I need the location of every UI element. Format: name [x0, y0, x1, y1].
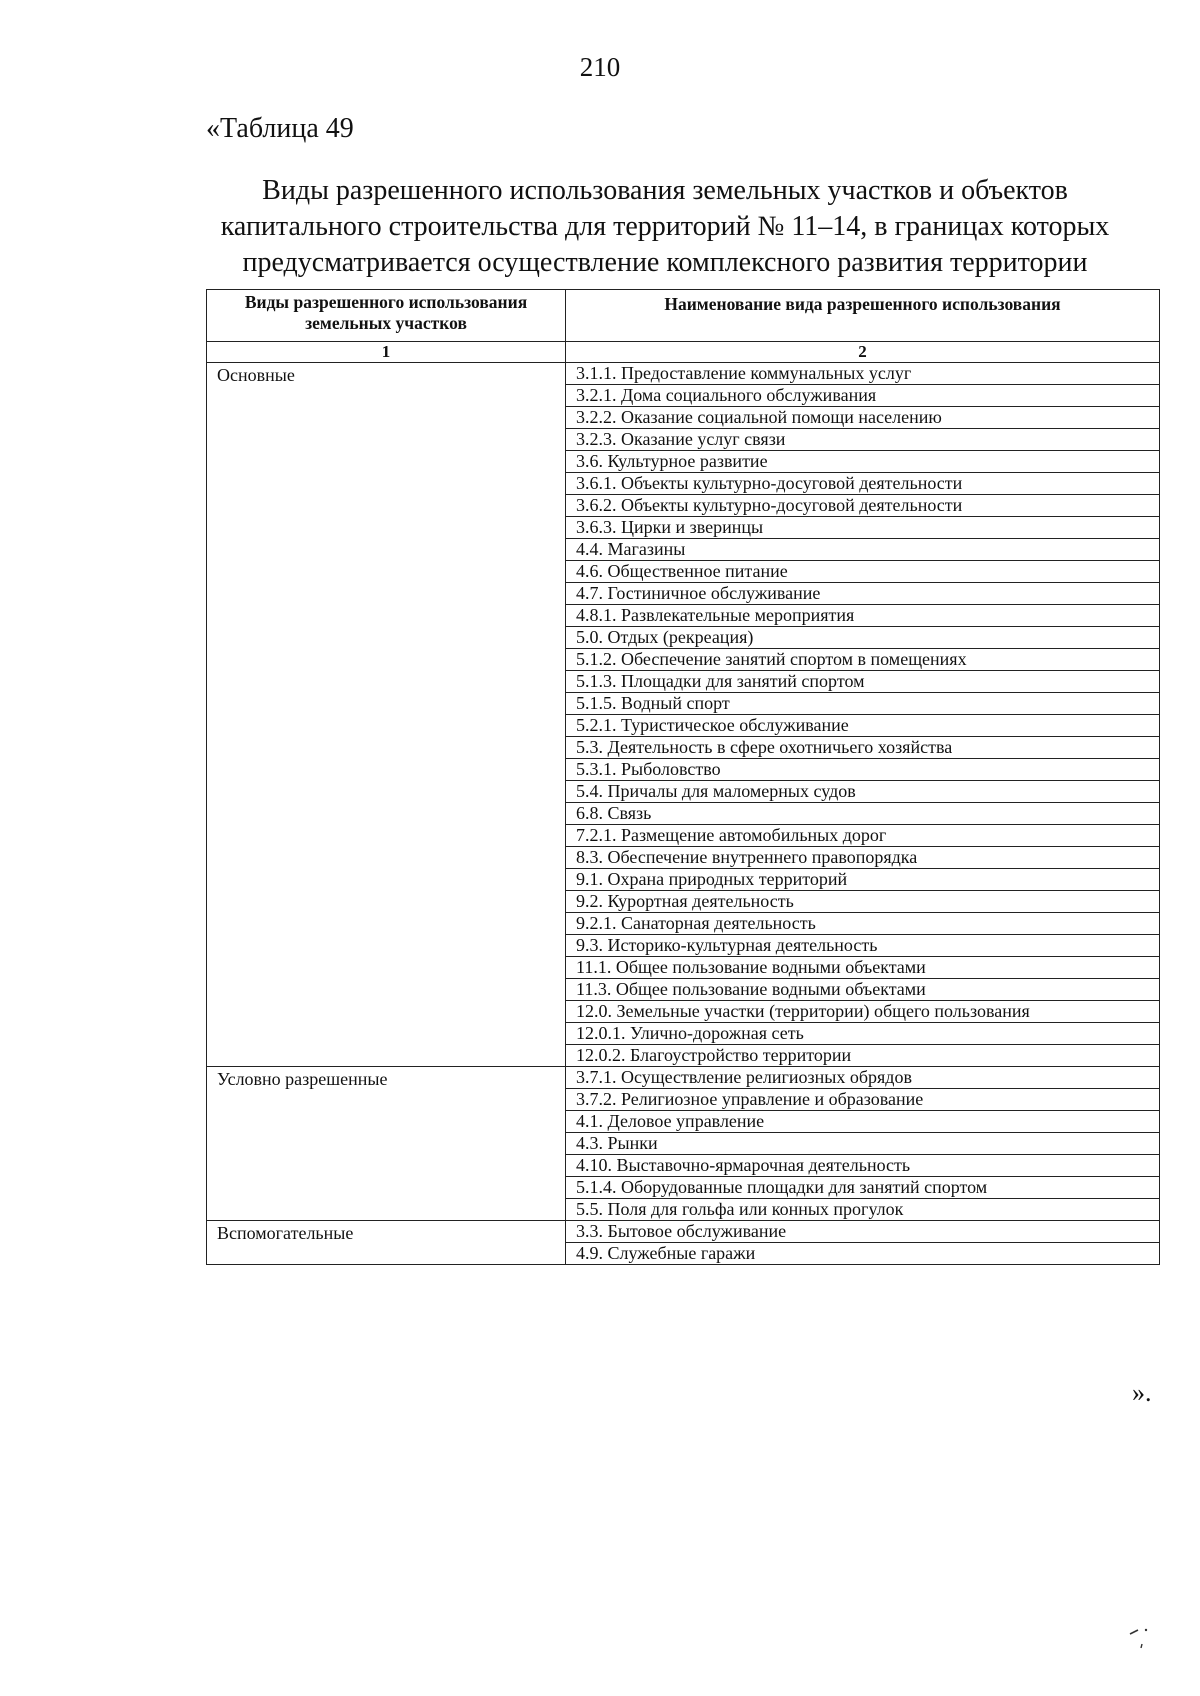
column-number-row — [207, 342, 1160, 363]
use-type-cell: 9.3. Историко-культурная деятельность — [566, 935, 1160, 957]
use-type-cell: 5.2.1. Туристическое обслуживание — [566, 715, 1160, 737]
use-type-cell: 4.6. Общественное питание — [566, 561, 1160, 583]
use-type-cell: 9.1. Охрана природных территорий — [566, 869, 1160, 891]
use-type-cell: 12.0.1. Улично-дорожная сеть — [566, 1023, 1160, 1045]
use-type-cell: 9.2.1. Санаторная деятельность — [566, 913, 1160, 935]
use-type-cell: 4.1. Деловое управление — [566, 1111, 1160, 1133]
use-type-cell: 5.4. Причалы для маломерных судов — [566, 781, 1160, 803]
use-type-cell: 5.3. Деятельность в сфере охотничьего хозяйства — [566, 737, 1160, 759]
column-number: 2 — [566, 342, 1160, 363]
use-type-cell: 3.7.2. Религиозное управление и образование — [566, 1089, 1160, 1111]
use-type-cell: 3.2.2. Оказание социальной помощи населению — [566, 407, 1160, 429]
use-type-cell: 5.5. Поля для гольфа или конных прогулок — [566, 1199, 1160, 1221]
title-line: предусматривается осуществление комплексного развития территории — [242, 247, 1088, 278]
use-type-cell: 12.0.2. Благоустройство территории — [566, 1045, 1160, 1067]
use-type-cell: 5.1.3. Площадки для занятий спортом — [566, 671, 1160, 693]
use-type-cell: 4.7. Гостиничное обслуживание — [566, 583, 1160, 605]
use-type-cell: 3.7.1. Осуществление религиозных обрядов — [566, 1067, 1160, 1089]
use-type-cell: 5.0. Отдых (рекреация) — [566, 627, 1160, 649]
use-type-cell: 11.1. Общее пользование водными объектами — [566, 957, 1160, 979]
table-label: «Таблица 49 — [206, 113, 354, 144]
use-type-cell: 3.2.3. Оказание услуг связи — [566, 429, 1160, 451]
category-cell: Вспомогательные — [207, 1221, 566, 1265]
use-type-cell: 5.1.2. Обеспечение занятий спортом в помещениях — [566, 649, 1160, 671]
use-type-cell: 3.6.2. Объекты культурно-досуговой деятельности — [566, 495, 1160, 517]
use-type-cell: 3.2.1. Дома социального обслуживания — [566, 385, 1160, 407]
use-type-cell: 6.8. Связь — [566, 803, 1160, 825]
category-cell: Условно разрешенные — [207, 1067, 566, 1221]
use-type-cell: 3.6.1. Объекты культурно-досуговой деятельности — [566, 473, 1160, 495]
use-type-cell: 5.1.5. Водный спорт — [566, 693, 1160, 715]
use-type-cell: 5.3.1. Рыболовство — [566, 759, 1160, 781]
table-body — [207, 363, 1160, 1265]
land-use-table — [206, 289, 1160, 1265]
use-type-cell: 9.2. Курортная деятельность — [566, 891, 1160, 913]
table-row — [207, 1067, 1160, 1089]
title-line: капитального строительства для территорий № 11–14, в границах которых — [220, 211, 1110, 242]
column-header-category: Виды разрешенного использования земельных участков — [207, 290, 566, 342]
use-type-cell: 4.10. Выставочно-ярмарочная деятельность — [566, 1155, 1160, 1177]
closing-quote-mark: ». — [1132, 1378, 1152, 1407]
column-header-name: Наименование вида разрешенного использования — [566, 290, 1160, 342]
use-type-cell: 3.6. Культурное развитие — [566, 451, 1160, 473]
use-type-cell: 12.0. Земельные участки (территории) общего пользования — [566, 1001, 1160, 1023]
table-row — [207, 363, 1160, 385]
use-type-cell: 3.1.1. Предоставление коммунальных услуг — [566, 363, 1160, 385]
use-type-cell: 4.8.1. Развлекательные мероприятия — [566, 605, 1160, 627]
scan-artifact-mark — [1128, 1620, 1158, 1650]
use-type-cell: 11.3. Общее пользование водными объектами — [566, 979, 1160, 1001]
use-type-cell: 5.1.4. Оборудованные площадки для занятий спортом — [566, 1177, 1160, 1199]
use-type-cell: 3.6.3. Цирки и зверинцы — [566, 517, 1160, 539]
document-title — [200, 173, 1130, 281]
use-type-cell: 4.3. Рынки — [566, 1133, 1160, 1155]
use-type-cell: 3.3. Бытовое обслуживание — [566, 1221, 1160, 1243]
use-type-cell: 4.9. Служебные гаражи — [566, 1243, 1160, 1265]
use-type-cell: 8.3. Обеспечение внутреннего правопорядка — [566, 847, 1160, 869]
table-header-row — [207, 290, 1160, 342]
page-number: 210 — [579, 52, 621, 82]
use-type-cell: 4.4. Магазины — [566, 539, 1160, 561]
use-type-cell: 7.2.1. Размещение автомобильных дорог — [566, 825, 1160, 847]
title-line: Виды разрешенного использования земельных участков и объектов — [262, 175, 1068, 206]
category-cell: Основные — [207, 363, 566, 1067]
table-row — [207, 1221, 1160, 1243]
column-number: 1 — [207, 342, 566, 363]
